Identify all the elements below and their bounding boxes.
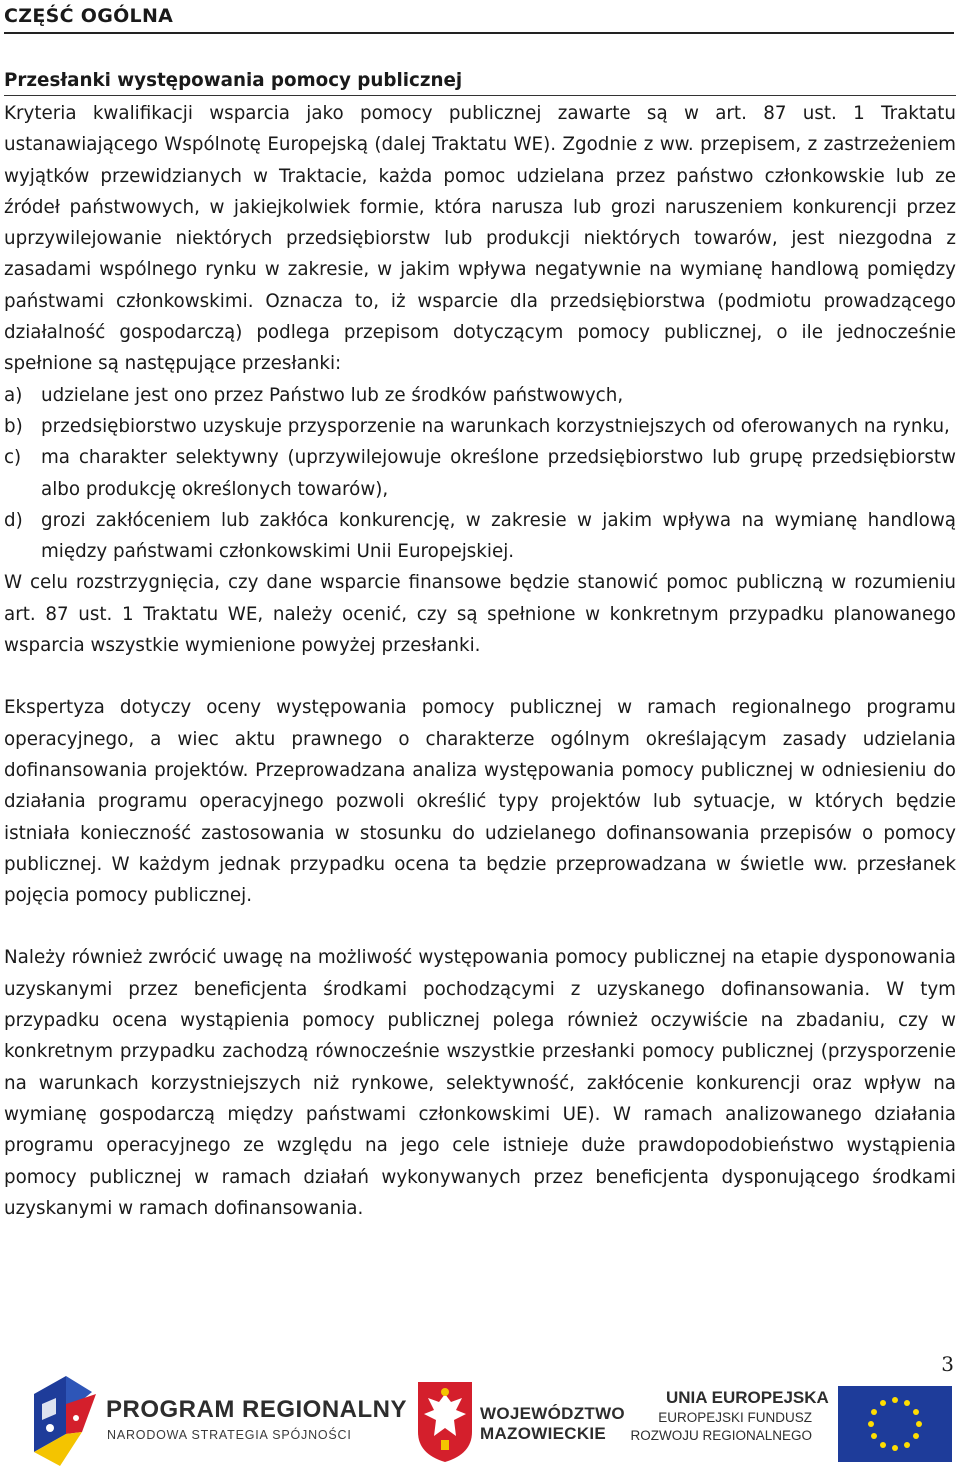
list-item-marker: a) — [4, 384, 23, 406]
page-number: 3 — [941, 1352, 954, 1376]
footer-logos — [0, 1372, 960, 1473]
criteria-list — [4, 380, 956, 568]
paragraph-criteria-intro: Kryteria kwalifikacji wsparcia jako pomocy publicznej zawarte są w art. 87 ust. 1 Traktatu ustanawiającego Wspólnotę Europejską (dalej Traktatu WE). Zgodnie z ww. przepisem, z zastrzeżeniem wyjątków przewidzianych w Traktacie, każda pomoc udzielana przez państwo członkowskie lub ze źródeł państwowych, w jakiejkolwiek formie, która narusza lub grozi naruszeniem konkurencji przez uprzywilejowanie niektórych przedsiębiorstw lub produkcji niektórych towarów, jest niezgodna z zasadami wspólnego rynku w zakresie, w jakim wpływa negatywnie na wymianę handlową pomiędzy państwami członkowskimi. Oznacza to, iż wsparcie dla przedsiębiorstwa (podmiotu prowadzącego działalność gospodarczą) podlega przepisom dotyczącym pomocy publicznej, o ile jednocześnie spełnione są następujące przesłanki: — [4, 103, 956, 375]
list-item — [4, 411, 956, 442]
document-body — [4, 66, 956, 1224]
paragraph-expertise: Ekspertyza dotyczy oceny występowania pomocy publicznej w ramach regionalnego programu operacyjnego, a wiec aktu prawnego o charakterze ogólnym określającym zasady udzielania dofinansowania projektów. Przeprowadzana analiza występowania pomocy publicznej w odniesieniu do działania programu operacyjnego pozwoli określić typy projektów lub sytuacje, w których będzie istniała konieczność zastosowania w stosunku do udzielanego dofinansowania przepisów o pomocy publicznej. W każdym jednak przypadku ocena ta będzie przeprowadzana w świetle ww. przesłanek pojęcia pomocy publicznej. — [4, 697, 956, 907]
header-title: CZĘŚĆ OGÓLNA — [4, 5, 174, 27]
eu-fund-logo — [630, 1386, 958, 1466]
eagle-crest-icon — [416, 1380, 474, 1464]
list-item-text: przedsiębiorstwo uzyskuje przysporzenie na warunkach korzystniejszych od oferowanych na rynku, — [41, 415, 950, 437]
program-name: PROGRAM REGIONALNY — [106, 1396, 408, 1423]
program-regionalny-mark-icon — [30, 1374, 100, 1469]
program-subtitle: NARODOWA STRATEGIA SPÓJNOŚCI — [107, 1428, 352, 1442]
voivodeship-line2: MAZOWIECKIE — [480, 1424, 607, 1443]
paragraph-assessment: W celu rozstrzygnięcia, czy dane wsparcie finansowe będzie stanowić pomoc publiczną w rozumieniu art. 87 ust. 1 Traktatu WE, należy ocenić, czy są spełnione w konkretnym przypadku planowanego wsparcia wszystkie wymienione powyżej przesłanki. — [4, 572, 956, 657]
eu-fund-line1: EUROPEJSKI FUNDUSZ — [658, 1410, 812, 1425]
list-item-marker: d) — [4, 509, 23, 531]
paragraph-spacer — [4, 661, 956, 692]
list-item — [4, 442, 956, 505]
program-regionalny-logo — [30, 1372, 420, 1472]
eu-flag-icon — [838, 1386, 952, 1462]
list-item-marker: c) — [4, 447, 22, 469]
list-item-text: grozi zakłóceniem lub zakłóca konkurencję, w zakresie w jakim wpływa na wymianę handlową między państwami członkowskimi Unii Europejskiej. — [41, 509, 956, 563]
section-heading: Przesłanki występowania pomocy publicznej — [4, 66, 956, 96]
list-item — [4, 505, 956, 568]
list-item-marker: b) — [4, 415, 23, 437]
list-item-text: udzielane jest ono przez Państwo lub ze środków państwowych, — [41, 384, 624, 406]
list-item — [4, 380, 956, 411]
voivodeship-line1: WOJEWÓDZTWO — [480, 1404, 625, 1423]
paragraph-spacer — [4, 911, 956, 942]
eu-fund-line2: ROZWOJU REGIONALNEGO — [630, 1428, 812, 1443]
eu-title: UNIA EUROPEJSKA — [666, 1388, 829, 1407]
paragraph-beneficiary: Należy również zwrócić uwagę na możliwość występowania pomocy publicznej na etapie dysponowania uzyskanymi przez beneficjenta środkami pochodzącymi z uzyskanego dofinansowania. W tym przypadku ocena wystąpienia pomocy publicznej polega również oczywiście na zbadaniu, czy w konkretnym przypadku zachodzą równocześnie wszystkie przesłanki pomocy publicznej (przysporzenie na warunkach korzystniejszych niż rynkowe, selektywność, zakłócenie konkurencji oraz wpływ na wymianę gospodarczą między państwami członkowskimi UE). W ramach analizowanego działania programu operacyjnego ze względu na jego cele istnieje duże prawdopodobieństwo wystąpienia pomocy publicznej w ramach działań wykonywanych przez beneficjenta dysponującego środkami uzyskanymi w ramach dofinansowania. — [4, 947, 956, 1219]
page-header — [4, 4, 954, 34]
list-item-text: ma charakter selektywny (uprzywilejowuje określone przedsiębiorstwo lub grupę przedsiębiorstw albo produkcję określonych towarów), — [41, 447, 956, 500]
wojewodztwo-mazowieckie-logo — [416, 1380, 636, 1470]
